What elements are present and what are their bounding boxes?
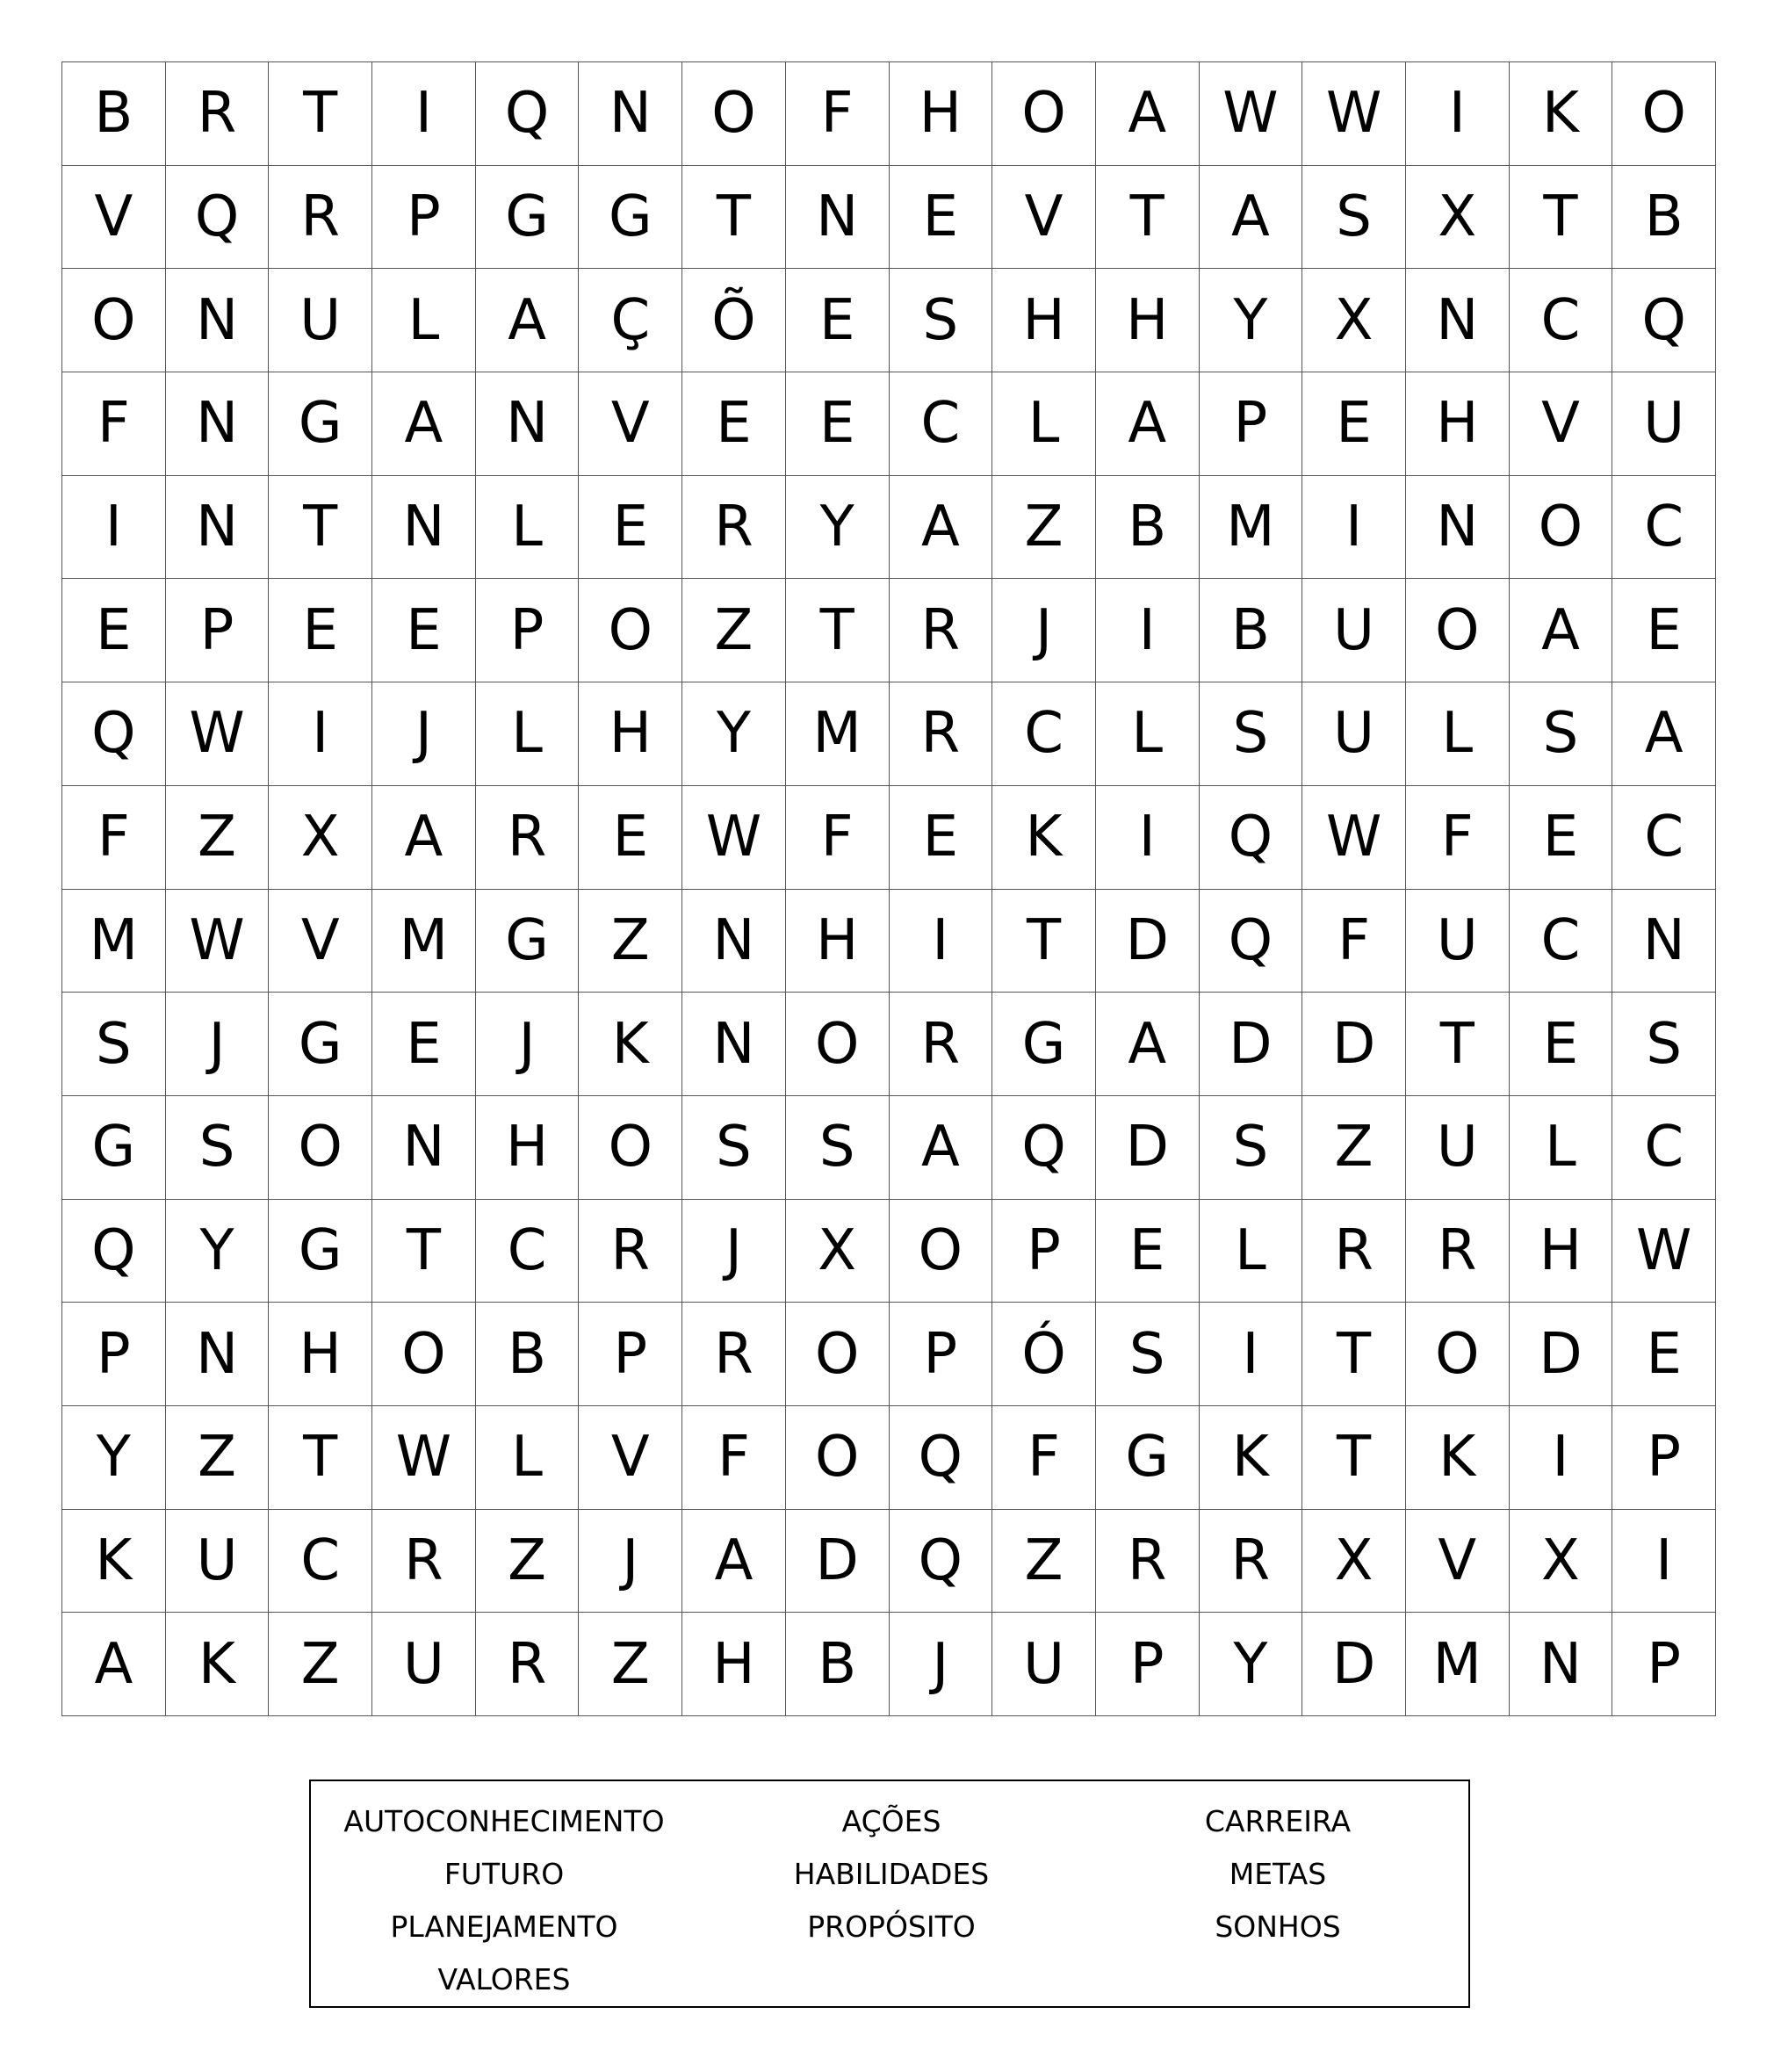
grid-cell[interactable]: N <box>166 476 270 580</box>
grid-cell[interactable]: W <box>166 890 270 993</box>
grid-cell[interactable]: G <box>269 993 372 1096</box>
grid-cell[interactable]: D <box>1302 1613 1406 1716</box>
grid-cell[interactable]: V <box>992 166 1096 270</box>
grid-cell[interactable]: C <box>1510 890 1613 993</box>
grid-cell[interactable]: O <box>269 1096 372 1200</box>
grid-cell[interactable]: X <box>1510 1510 1613 1614</box>
grid-cell[interactable]: F <box>62 786 166 890</box>
grid-cell[interactable]: N <box>1406 269 1510 372</box>
grid-cell[interactable]: N <box>1612 890 1716 993</box>
grid-cell[interactable]: A <box>62 1613 166 1716</box>
grid-cell[interactable]: N <box>372 476 476 580</box>
grid-cell[interactable]: S <box>890 269 993 372</box>
grid-cell[interactable]: Q <box>1200 890 1303 993</box>
grid-cell[interactable]: A <box>1510 579 1613 682</box>
grid-cell[interactable]: J <box>372 682 476 786</box>
grid-cell[interactable]: O <box>786 993 890 1096</box>
grid-cell[interactable]: T <box>269 1406 372 1510</box>
grid-cell[interactable]: H <box>1096 269 1200 372</box>
grid-cell[interactable]: H <box>579 682 682 786</box>
grid-cell[interactable]: P <box>1096 1613 1200 1716</box>
grid-cell[interactable]: A <box>1200 166 1303 270</box>
grid-cell[interactable]: P <box>166 579 270 682</box>
grid-cell[interactable]: N <box>1406 476 1510 580</box>
grid-cell[interactable]: D <box>786 1510 890 1614</box>
grid-cell[interactable]: I <box>62 476 166 580</box>
grid-cell[interactable]: U <box>1302 682 1406 786</box>
grid-cell[interactable]: P <box>992 1200 1096 1303</box>
grid-cell[interactable]: Z <box>269 1613 372 1716</box>
grid-cell[interactable]: R <box>476 1613 580 1716</box>
grid-cell[interactable]: K <box>1406 1406 1510 1510</box>
grid-cell[interactable]: S <box>786 1096 890 1200</box>
grid-cell[interactable]: X <box>1302 1510 1406 1614</box>
grid-cell[interactable]: C <box>269 1510 372 1614</box>
grid-cell[interactable]: R <box>579 1200 682 1303</box>
grid-cell[interactable]: F <box>786 786 890 890</box>
grid-cell[interactable]: C <box>1612 1096 1716 1200</box>
word-item: PLANEJAMENTO <box>390 1910 618 1944</box>
grid-cell[interactable]: I <box>1406 62 1510 166</box>
grid-cell[interactable]: M <box>1200 476 1303 580</box>
word-item: HABILIDADES <box>793 1857 990 1891</box>
grid-cell[interactable]: T <box>992 890 1096 993</box>
grid-cell[interactable]: R <box>890 579 993 682</box>
grid-cell[interactable]: Z <box>166 1406 270 1510</box>
grid-cell[interactable]: F <box>1406 786 1510 890</box>
grid-cell[interactable]: A <box>1612 682 1716 786</box>
grid-cell[interactable]: Y <box>166 1200 270 1303</box>
grid-cell[interactable]: Z <box>579 890 682 993</box>
grid-cell[interactable]: I <box>1096 579 1200 682</box>
grid-cell[interactable]: E <box>786 269 890 372</box>
grid-cell[interactable]: O <box>786 1406 890 1510</box>
grid-cell[interactable]: E <box>1612 1303 1716 1406</box>
grid-cell[interactable]: B <box>1200 579 1303 682</box>
word-item: METAS <box>1229 1857 1327 1891</box>
grid-cell[interactable]: G <box>1096 1406 1200 1510</box>
grid-cell[interactable]: B <box>476 1303 580 1406</box>
grid-cell[interactable]: E <box>682 372 786 476</box>
grid-cell[interactable]: L <box>1096 682 1200 786</box>
grid-cell[interactable]: G <box>476 890 580 993</box>
grid-cell[interactable]: T <box>1406 993 1510 1096</box>
grid-cell[interactable]: R <box>476 786 580 890</box>
word-item: AÇÕES <box>841 1804 941 1838</box>
grid-cell[interactable]: W <box>1302 786 1406 890</box>
grid-cell[interactable]: O <box>62 269 166 372</box>
grid-cell[interactable]: R <box>166 62 270 166</box>
grid-cell[interactable]: G <box>269 372 372 476</box>
grid-cell[interactable]: J <box>992 579 1096 682</box>
grid-cell[interactable]: O <box>1510 476 1613 580</box>
grid-cell[interactable]: E <box>579 786 682 890</box>
grid-cell[interactable]: A <box>682 1510 786 1614</box>
grid-cell[interactable]: N <box>476 372 580 476</box>
grid-cell[interactable]: O <box>786 1303 890 1406</box>
grid-cell[interactable]: B <box>62 62 166 166</box>
grid-cell[interactable]: N <box>682 993 786 1096</box>
grid-cell[interactable]: P <box>890 1303 993 1406</box>
grid-cell[interactable]: U <box>1302 579 1406 682</box>
grid-cell[interactable]: L <box>992 372 1096 476</box>
grid-cell[interactable]: Y <box>786 476 890 580</box>
grid-cell[interactable]: S <box>1200 1096 1303 1200</box>
grid-cell[interactable]: H <box>1510 1200 1613 1303</box>
grid-cell[interactable]: E <box>1510 786 1613 890</box>
grid-cell[interactable]: A <box>1096 993 1200 1096</box>
grid-cell[interactable]: K <box>1200 1406 1303 1510</box>
grid-cell[interactable]: K <box>992 786 1096 890</box>
grid-cell[interactable]: S <box>62 993 166 1096</box>
grid-cell[interactable]: Q <box>992 1096 1096 1200</box>
grid-cell[interactable]: D <box>1096 1096 1200 1200</box>
grid-cell[interactable]: E <box>62 579 166 682</box>
grid-cell[interactable]: Q <box>476 62 580 166</box>
grid-cell[interactable]: F <box>786 62 890 166</box>
grid-cell[interactable]: Q <box>1612 269 1716 372</box>
grid-cell[interactable]: S <box>1510 682 1613 786</box>
grid-cell[interactable]: L <box>476 476 580 580</box>
grid-cell[interactable]: V <box>269 890 372 993</box>
grid-cell[interactable]: R <box>1302 1200 1406 1303</box>
grid-cell[interactable]: R <box>1406 1200 1510 1303</box>
grid-cell[interactable]: Q <box>1200 786 1303 890</box>
grid-cell[interactable]: I <box>1510 1406 1613 1510</box>
grid-cell[interactable]: T <box>682 166 786 270</box>
grid-cell[interactable]: N <box>372 1096 476 1200</box>
grid-cell[interactable]: Z <box>992 1510 1096 1614</box>
grid-cell[interactable]: V <box>579 1406 682 1510</box>
grid-cell[interactable]: N <box>786 166 890 270</box>
grid-cell[interactable]: N <box>682 890 786 993</box>
grid-cell[interactable]: S <box>1200 682 1303 786</box>
grid-cell[interactable]: O <box>372 1303 476 1406</box>
grid-cell[interactable]: P <box>372 166 476 270</box>
grid-cell[interactable]: G <box>579 166 682 270</box>
grid-cell[interactable]: E <box>890 786 993 890</box>
grid-cell[interactable]: R <box>682 476 786 580</box>
grid-cell[interactable]: L <box>1200 1200 1303 1303</box>
grid-cell[interactable]: L <box>476 1406 580 1510</box>
word-bank <box>309 1780 1470 2008</box>
grid-cell[interactable]: A <box>372 786 476 890</box>
grid-cell[interactable]: A <box>476 269 580 372</box>
grid-cell[interactable]: R <box>372 1510 476 1614</box>
grid-cell[interactable]: H <box>476 1096 580 1200</box>
grid-cell[interactable]: R <box>890 993 993 1096</box>
grid-cell[interactable]: A <box>1096 62 1200 166</box>
word-item: FUTURO <box>443 1857 565 1891</box>
grid-cell[interactable]: R <box>682 1303 786 1406</box>
grid-cell[interactable]: T <box>269 476 372 580</box>
word-item: VALORES <box>437 1962 571 1996</box>
grid-cell[interactable]: Q <box>890 1510 993 1614</box>
grid-cell[interactable]: K <box>166 1613 270 1716</box>
grid-cell[interactable]: Ç <box>579 269 682 372</box>
grid-cell[interactable]: M <box>62 890 166 993</box>
grid-cell[interactable]: X <box>1302 269 1406 372</box>
grid-cell[interactable]: C <box>1612 786 1716 890</box>
grid-cell[interactable]: E <box>579 476 682 580</box>
grid-cell[interactable]: A <box>890 1096 993 1200</box>
grid-cell[interactable]: M <box>372 890 476 993</box>
grid-cell[interactable]: N <box>579 62 682 166</box>
grid-cell[interactable]: P <box>62 1303 166 1406</box>
grid-cell[interactable]: U <box>166 1510 270 1614</box>
grid-cell[interactable]: G <box>269 1200 372 1303</box>
grid-cell[interactable]: A <box>1096 372 1200 476</box>
grid-cell[interactable]: F <box>1302 890 1406 993</box>
grid-cell[interactable]: R <box>269 166 372 270</box>
grid-cell[interactable]: W <box>1612 1200 1716 1303</box>
grid-cell[interactable]: T <box>269 62 372 166</box>
word-item: SONHOS <box>1215 1910 1341 1944</box>
grid-cell[interactable]: F <box>992 1406 1096 1510</box>
grid-cell[interactable]: H <box>1406 372 1510 476</box>
grid-cell[interactable]: C <box>992 682 1096 786</box>
grid-cell[interactable]: V <box>1406 1510 1510 1614</box>
grid-cell[interactable]: E <box>372 579 476 682</box>
grid-cell[interactable]: P <box>476 579 580 682</box>
grid-cell[interactable]: I <box>890 890 993 993</box>
grid-cell[interactable]: H <box>269 1303 372 1406</box>
grid-cell[interactable]: O <box>682 62 786 166</box>
grid-cell[interactable]: H <box>786 890 890 993</box>
grid-cell[interactable]: E <box>1096 1200 1200 1303</box>
grid-cell[interactable]: T <box>786 579 890 682</box>
grid-cell[interactable]: J <box>682 1200 786 1303</box>
grid-cell[interactable]: J <box>166 993 270 1096</box>
grid-cell[interactable]: U <box>992 1613 1096 1716</box>
grid-cell[interactable]: O <box>1406 579 1510 682</box>
grid-cell[interactable]: I <box>1096 786 1200 890</box>
grid-cell[interactable]: L <box>1510 1096 1613 1200</box>
grid-cell[interactable]: K <box>1510 62 1613 166</box>
grid-cell[interactable]: L <box>1406 682 1510 786</box>
grid-cell[interactable]: V <box>62 166 166 270</box>
word-item: CARREIRA <box>1204 1804 1352 1838</box>
grid-cell[interactable]: S <box>682 1096 786 1200</box>
grid-cell[interactable]: N <box>166 372 270 476</box>
grid-cell[interactable]: N <box>166 269 270 372</box>
grid-cell[interactable]: R <box>1200 1510 1303 1614</box>
grid-cell[interactable]: B <box>786 1613 890 1716</box>
word-item: PROPÓSITO <box>807 1910 976 1944</box>
grid-cell[interactable]: D <box>1096 890 1200 993</box>
grid-cell[interactable]: S <box>166 1096 270 1200</box>
word-bank-column-2 <box>707 1795 1076 1953</box>
grid-cell[interactable]: Z <box>579 1613 682 1716</box>
grid-cell[interactable]: K <box>62 1510 166 1614</box>
grid-cell[interactable]: Z <box>166 786 270 890</box>
grid-cell[interactable]: A <box>372 372 476 476</box>
grid-cell[interactable]: Z <box>1302 1096 1406 1200</box>
word-bank-column-3 <box>1093 1795 1462 1953</box>
grid-cell[interactable]: S <box>1302 166 1406 270</box>
grid-cell[interactable]: K <box>579 993 682 1096</box>
grid-cell[interactable]: V <box>1510 372 1613 476</box>
grid-cell[interactable]: Q <box>62 682 166 786</box>
grid-cell[interactable]: P <box>1612 1406 1716 1510</box>
word-search-grid <box>61 61 1716 1716</box>
grid-cell[interactable]: A <box>890 476 993 580</box>
grid-cell[interactable]: C <box>1510 269 1613 372</box>
grid-cell[interactable]: G <box>62 1096 166 1200</box>
grid-cell[interactable]: E <box>786 372 890 476</box>
grid-cell[interactable]: U <box>1612 372 1716 476</box>
grid-cell[interactable]: D <box>1510 1303 1613 1406</box>
grid-cell[interactable]: M <box>786 682 890 786</box>
grid-cell[interactable]: O <box>992 62 1096 166</box>
grid-cell[interactable]: U <box>1406 890 1510 993</box>
grid-cell[interactable]: I <box>1302 476 1406 580</box>
grid-cell[interactable]: F <box>682 1406 786 1510</box>
grid-cell[interactable]: L <box>372 269 476 372</box>
grid-cell[interactable]: Õ <box>682 269 786 372</box>
grid-cell[interactable]: V <box>579 372 682 476</box>
grid-cell[interactable]: H <box>992 269 1096 372</box>
grid-cell[interactable]: J <box>579 1510 682 1614</box>
grid-cell[interactable]: O <box>579 579 682 682</box>
grid-cell[interactable]: O <box>579 1096 682 1200</box>
grid-cell[interactable]: T <box>1302 1406 1406 1510</box>
grid-cell[interactable]: F <box>62 372 166 476</box>
grid-cell[interactable]: Y <box>682 682 786 786</box>
grid-cell[interactable]: B <box>1612 166 1716 270</box>
grid-cell[interactable]: H <box>890 62 993 166</box>
grid-cell[interactable]: U <box>372 1613 476 1716</box>
grid-cell[interactable]: D <box>1302 993 1406 1096</box>
grid-cell[interactable]: X <box>269 786 372 890</box>
grid-cell[interactable]: Z <box>682 579 786 682</box>
grid-cell[interactable]: L <box>476 682 580 786</box>
grid-cell[interactable]: Q <box>166 166 270 270</box>
word-bank-column-1 <box>320 1795 689 2006</box>
grid-cell[interactable]: S <box>1096 1303 1200 1406</box>
grid-cell[interactable]: S <box>1612 993 1716 1096</box>
grid-cell[interactable]: O <box>1406 1303 1510 1406</box>
grid-cell[interactable]: W <box>1302 62 1406 166</box>
grid-cell[interactable]: E <box>1302 372 1406 476</box>
grid-cell[interactable]: Q <box>890 1406 993 1510</box>
grid-cell[interactable]: N <box>1510 1613 1613 1716</box>
grid-cell[interactable]: U <box>1406 1096 1510 1200</box>
grid-cell[interactable]: T <box>1302 1303 1406 1406</box>
grid-cell[interactable]: W <box>682 786 786 890</box>
grid-cell[interactable]: E <box>890 166 993 270</box>
grid-cell[interactable]: X <box>1406 166 1510 270</box>
grid-cell[interactable]: E <box>1510 993 1613 1096</box>
grid-cell[interactable]: E <box>269 579 372 682</box>
grid-cell[interactable]: N <box>166 1303 270 1406</box>
grid-cell[interactable]: C <box>890 372 993 476</box>
grid-cell[interactable]: T <box>1096 166 1200 270</box>
grid-cell[interactable]: C <box>476 1200 580 1303</box>
grid-cell[interactable]: Y <box>62 1406 166 1510</box>
grid-cell[interactable]: G <box>992 993 1096 1096</box>
grid-cell[interactable]: P <box>579 1303 682 1406</box>
grid-cell[interactable]: Z <box>992 476 1096 580</box>
grid-cell[interactable]: R <box>1096 1510 1200 1614</box>
word-item: AUTOCONHECIMENTO <box>343 1804 665 1838</box>
grid-cell[interactable]: W <box>372 1406 476 1510</box>
grid-cell[interactable]: I <box>372 62 476 166</box>
grid-cell[interactable]: Q <box>62 1200 166 1303</box>
grid-cell[interactable]: J <box>476 993 580 1096</box>
grid-cell[interactable]: G <box>476 166 580 270</box>
grid-cell[interactable]: U <box>269 269 372 372</box>
grid-cell[interactable]: Z <box>476 1510 580 1614</box>
grid-cell[interactable]: X <box>786 1200 890 1303</box>
grid-cell[interactable]: Y <box>1200 269 1303 372</box>
grid-cell[interactable]: P <box>1612 1613 1716 1716</box>
grid-cell[interactable]: E <box>1612 579 1716 682</box>
grid-cell[interactable]: W <box>1200 62 1303 166</box>
grid-cell[interactable]: J <box>890 1613 993 1716</box>
grid-cell[interactable]: E <box>372 993 476 1096</box>
grid-cell[interactable]: H <box>682 1613 786 1716</box>
grid-cell[interactable]: B <box>1096 476 1200 580</box>
grid-cell[interactable]: I <box>269 682 372 786</box>
grid-cell[interactable]: I <box>1612 1510 1716 1614</box>
grid-cell[interactable]: P <box>1200 372 1303 476</box>
grid-cell[interactable]: Ó <box>992 1303 1096 1406</box>
grid-cell[interactable]: Y <box>1200 1613 1303 1716</box>
grid-cell[interactable]: D <box>1200 993 1303 1096</box>
grid-cell[interactable]: I <box>1200 1303 1303 1406</box>
grid-cell[interactable]: C <box>1612 476 1716 580</box>
grid-cell[interactable]: O <box>890 1200 993 1303</box>
grid-cell[interactable]: T <box>372 1200 476 1303</box>
grid-cell[interactable]: W <box>166 682 270 786</box>
grid-cell[interactable]: T <box>1510 166 1613 270</box>
grid-cell[interactable]: M <box>1406 1613 1510 1716</box>
grid-cell[interactable]: O <box>1612 62 1716 166</box>
grid-cell[interactable]: R <box>890 682 993 786</box>
